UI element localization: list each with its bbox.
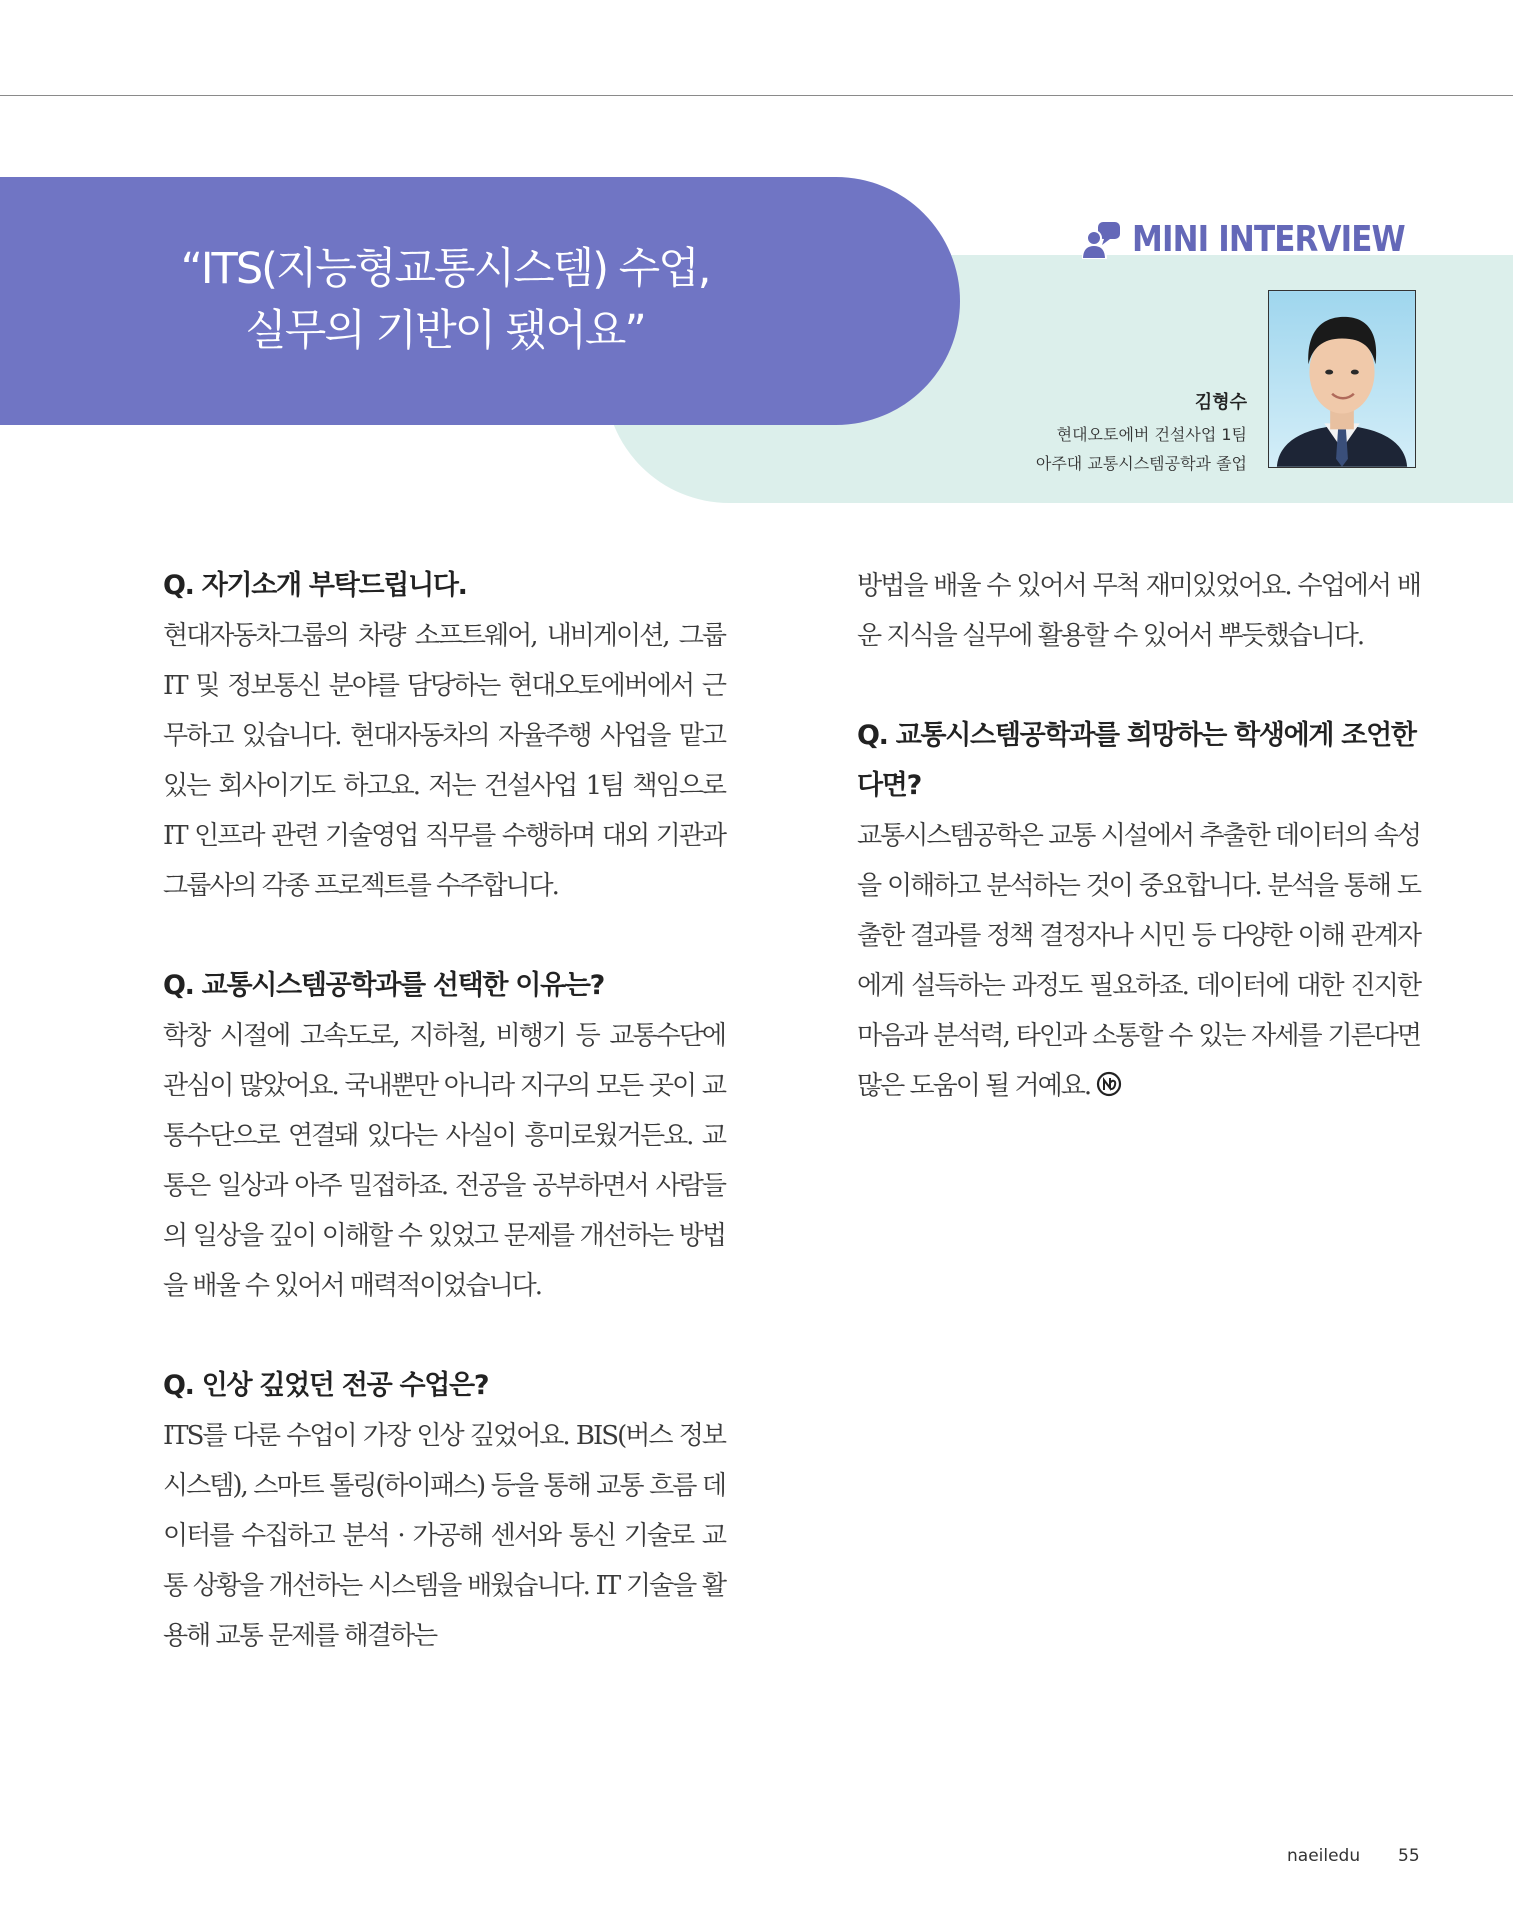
- section-label-text: MINI INTERVIEW: [1132, 218, 1405, 260]
- right-column: [857, 561, 1420, 1161]
- magazine-name: naeiledu: [1287, 1846, 1361, 1866]
- interviewee-profile: [1036, 388, 1247, 478]
- left-column: [163, 561, 725, 1661]
- interviewee-school: 아주대 교통시스템공학과 졸업: [1035, 454, 1247, 473]
- interview-icon: [1082, 219, 1122, 259]
- answer-3: ITS를 다룬 수업이 가장 인상 깊었어요. BIS(버스 정보 시스템), 스마트 톨링(하이패스) 등을 통해 교통 흐름 데이터를 수집하고 분석 · 가공해 센서와 통신 기술로 교통 상황을 개선하는 시스템을 배웠습니다. IT 기술을 활용해 교통 문제를 해결하는: [163, 1421, 725, 1651]
- headline-line-2: 실무의 기반이 됐어요”: [245, 306, 645, 356]
- interviewee-photo: [1268, 290, 1416, 468]
- top-divider: [0, 95, 1513, 96]
- question-4: Q. 교통시스템공학과를 희망하는 학생에게 조언한다면?: [857, 720, 1416, 801]
- headline: [0, 238, 890, 362]
- answer-4-wrap: [857, 811, 1420, 1111]
- question-2: Q. 교통시스템공학과를 선택한 이유는?: [163, 970, 605, 1001]
- interviewee-name: 김형수: [1194, 392, 1247, 413]
- question-3: Q. 인상 깊었던 전공 수업은?: [163, 1370, 489, 1401]
- answer-1: 현대자동차그룹의 차량 소프트웨어, 내비게이션, 그룹 IT 및 정보통신 분야를 담당하는 현대오토에버에서 근무하고 있습니다. 현대자동차의 자율주행 사업을 맡고 있는 회사이기도 하고요. 저는 건설사업 1팀 책임으로 IT 인프라 관련 기술영업 직무를 수행하며 대외 기관과 그룹사의 각종 프로젝트를 수주합니다.: [163, 621, 725, 901]
- answer-4: 교통시스템공학은 교통 시설에서 추출한 데이터의 속성을 이해하고 분석하는 것이 중요합니다. 분석을 통해 도출한 결과를 정책 결정자나 시민 등 다양한 이해 관계자에게 설득하는 과정도 필요하죠. 데이터에 대한 진지한 마음과 분석력, 타인과 소통할 수 있는 자세를 기른다면 많은 도움이 될 거예요.: [857, 821, 1420, 1101]
- answer-3-continued: 방법을 배울 수 있어서 무척 재미있었어요. 수업에서 배운 지식을 실무에 활용할 수 있어서 뿌듯했습니다.: [857, 571, 1420, 651]
- end-mark-icon: [1096, 1071, 1122, 1097]
- answer-2: 학창 시절에 고속도로, 지하철, 비행기 등 교통수단에 관심이 많았어요. 국내뿐만 아니라 지구의 모든 곳이 교통수단으로 연결돼 있다는 사실이 흥미로웠거든요. 교통은 일상과 아주 밀접하죠. 전공을 공부하면서 사람들의 일상을 깊이 이해할 수 있었고 문제를 개선하는 방법을 배울 수 있어서 매력적이었습니다.: [163, 1021, 725, 1301]
- question-1: Q. 자기소개 부탁드립니다.: [163, 570, 467, 601]
- section-label: [1082, 217, 1449, 261]
- headline-line-1: “ITS(지능형교통시스템) 수업,: [180, 244, 710, 294]
- interviewee-role: 현대오토에버 건설사업 1팀: [1056, 425, 1247, 444]
- page-number: 55: [1398, 1846, 1420, 1866]
